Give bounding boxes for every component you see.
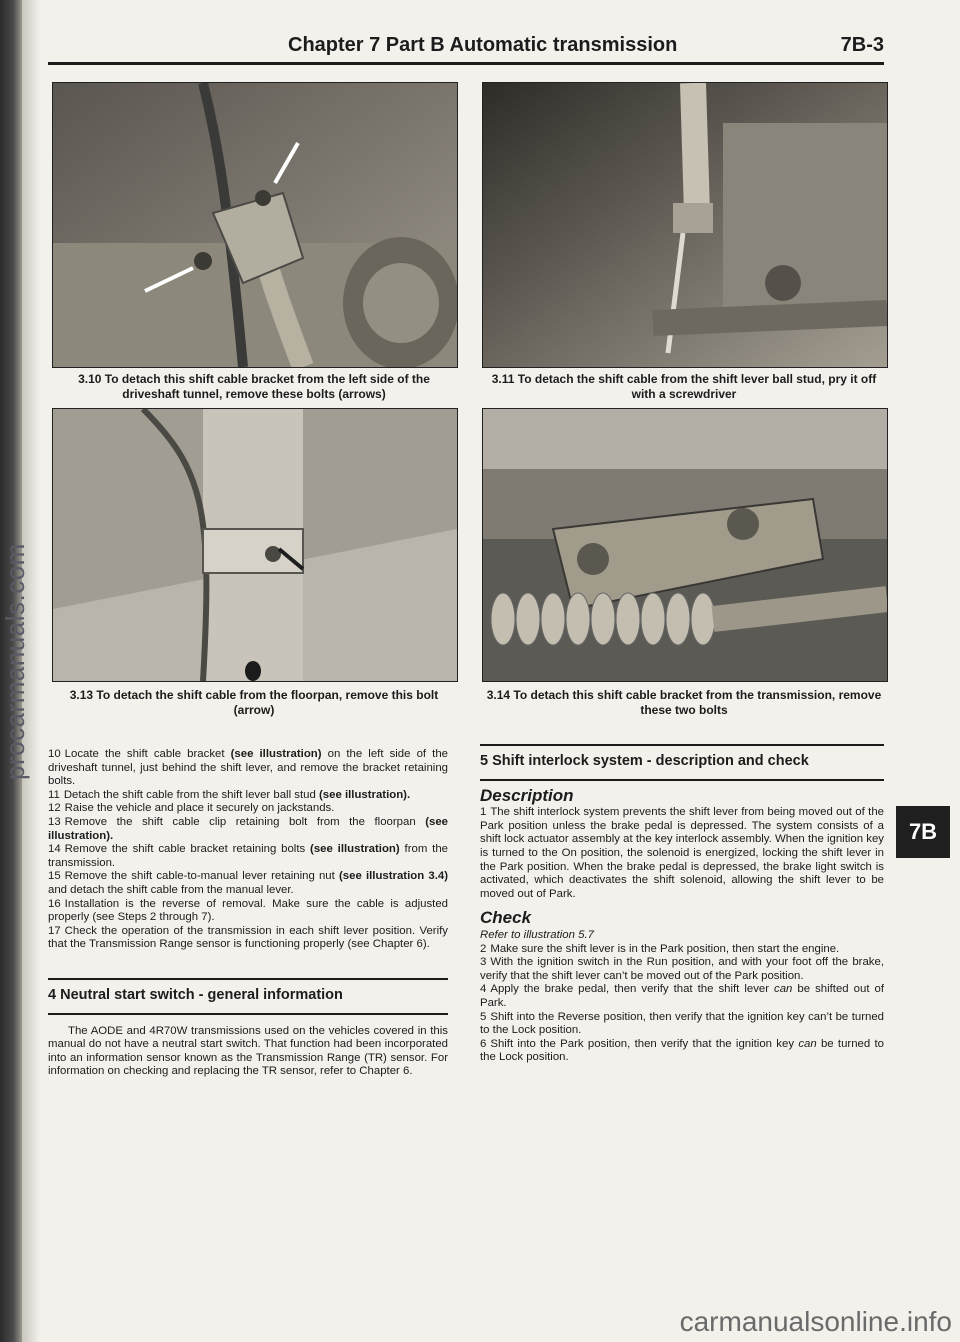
step-text-continued: be turned to the Lock position. (480, 1037, 884, 1064)
step-text: Remove the shift cable bracket retaining bolts (64, 843, 311, 856)
step-text: Check the operation of the transmission in each shift lever position. Verify that the Transmission Range sensor is functioning properly (see Chapter 6). (48, 924, 448, 951)
check-step (480, 943, 884, 957)
step-reference: (see illustration) (310, 843, 400, 856)
section-5-bottom-rule (480, 779, 884, 781)
step-text: Apply the brake pedal, then verify that the shift lever (490, 983, 775, 996)
section-5-heading: 5 Shift interlock system - description and check (480, 753, 809, 769)
description-step-number: 1 (480, 806, 487, 819)
step-text-continued: on the left side of the driveshaft tunnel, just behind the shift lever, and remove the bracket retaining bolts. (48, 748, 448, 788)
figure-3-13-photo (52, 408, 458, 682)
page-number: 7B-3 (840, 34, 884, 56)
chapter-title: Chapter 7 Part B Automatic transmission (288, 34, 678, 56)
step-reference: (see illustration). (318, 788, 411, 801)
step-number: 17 (48, 924, 61, 937)
check-step (480, 956, 884, 983)
step-number: 14 (48, 843, 61, 856)
step-number: 15 (48, 870, 61, 883)
right-text-column (480, 744, 884, 1065)
step-number: 2 (480, 942, 487, 955)
check-steps (480, 943, 884, 1065)
procedure-step (48, 925, 448, 952)
procedure-step (48, 870, 448, 897)
header-rule (48, 62, 884, 65)
step-text: Shift into the Reverse position, then verify that the ignition key can’t be turned to the Lock position. (480, 1010, 884, 1037)
procedure-step (48, 748, 448, 789)
step-number: 3 (480, 956, 487, 969)
step-number: 16 (48, 897, 61, 910)
step-number: 4 (480, 983, 487, 996)
description-text: The shift interlock system prevents the shift lever from being moved out of the Park position unless the brake pedal is depressed. The system consists of a shift lock actuator assembly at the key interlock assembly. When the ignition key is turned to the On position, the solenoid is energized, locking the shift lever in the Park position. When the brake pedal is depressed, the brake light switch is activated, which deactivates the shift solenoid, allowing the shift lever to be moved out of Park. (480, 806, 884, 900)
procedure-step (48, 816, 448, 843)
figure-3-10-photo (52, 82, 458, 368)
check-heading: Check (480, 908, 532, 928)
step-text: Raise the vehicle and place it securely on jackstands. (64, 802, 335, 815)
description-paragraph (480, 806, 884, 901)
step-number: 13 (48, 815, 61, 828)
left-text-column (48, 748, 448, 1079)
bottom-watermark: carmanualsonline.info (679, 1306, 952, 1337)
step-text: Shift into the Park position, then verify that the ignition key (490, 1037, 799, 1050)
figure-3-14-caption: 3.14 To detach this shift cable bracket from the transmission, remove these two bolts (486, 688, 882, 717)
step-number: 11 (48, 788, 60, 801)
check-step (480, 1011, 884, 1038)
section-4-bottom-rule (48, 1013, 448, 1015)
step-reference: (see illustration). (48, 815, 448, 842)
check-note: Refer to illustration 5.7 (480, 928, 594, 941)
step-number: 6 (480, 1037, 487, 1050)
check-step (480, 983, 884, 1010)
step-number: 10 (48, 748, 61, 760)
step-text: Detach the shift cable from the shift lever ball stud (63, 788, 319, 801)
step-emphasis: can (798, 1037, 817, 1050)
step-number: 12 (48, 802, 61, 815)
figure-3-11-caption: 3.11 To detach the shift cable from the shift lever ball stud, pry it off with a screwdriver (491, 372, 877, 401)
step-text: Installation is the reverse of removal. Make sure the cable is adjusted properly (see Steps 2 through 7). (48, 897, 448, 924)
procedure-step (48, 789, 448, 803)
figure-3-11-photo (482, 82, 888, 368)
step-text-continued: and detach the shift cable from the manual lever. (48, 883, 294, 896)
step-emphasis: can (774, 983, 793, 996)
step-text: Make sure the shift lever is in the Park position, then start the engine. (490, 942, 840, 955)
step-reference: (see illustration) (230, 748, 322, 760)
step-text-continued: be shifted out of Park. (480, 983, 884, 1009)
step-text: Remove the shift cable-to-manual lever retaining nut (64, 870, 339, 883)
step-reference: (see illustration 3.4) (338, 870, 448, 883)
step-text: With the ignition switch in the Run position, and with your foot off the brake, verify that the shift lever can’t be moved out of the Park position. (480, 956, 884, 982)
step-text: Remove the shift cable clip retaining bolt from the floorpan (64, 815, 426, 828)
description-heading: Description (480, 785, 574, 805)
figure-3-10-caption: 3.10 To detach this shift cable bracket from the left side of the driveshaft tunnel, remove these bolts (arrows) (78, 372, 430, 401)
step-text-continued: from the transmission. (48, 843, 448, 869)
procedure-step (48, 843, 448, 870)
step-number: 5 (480, 1010, 487, 1023)
procedure-step (48, 898, 448, 925)
figure-3-13-caption: 3.13 To detach the shift cable from the floorpan, remove this bolt (arrow) (69, 688, 439, 717)
page-header (48, 30, 884, 66)
procedure-steps (48, 748, 448, 952)
section-4-body: The AODE and 4R70W transmissions used on the vehicles covered in this manual do not have a neutral start switch. That function had been incorporated into an information sensor known as the Transmission Range (TR) sensor. For information on checking and replacing the TR sensor, refer to Chapter 6. (48, 1024, 448, 1078)
section-4-heading: 4 Neutral start switch - general information (48, 986, 343, 1003)
chapter-side-tab: 7B (896, 806, 950, 858)
check-step (480, 1038, 884, 1065)
figure-3-14-photo (482, 408, 888, 682)
step-text: Locate the shift cable bracket (64, 748, 231, 760)
procedure-step (48, 802, 448, 816)
